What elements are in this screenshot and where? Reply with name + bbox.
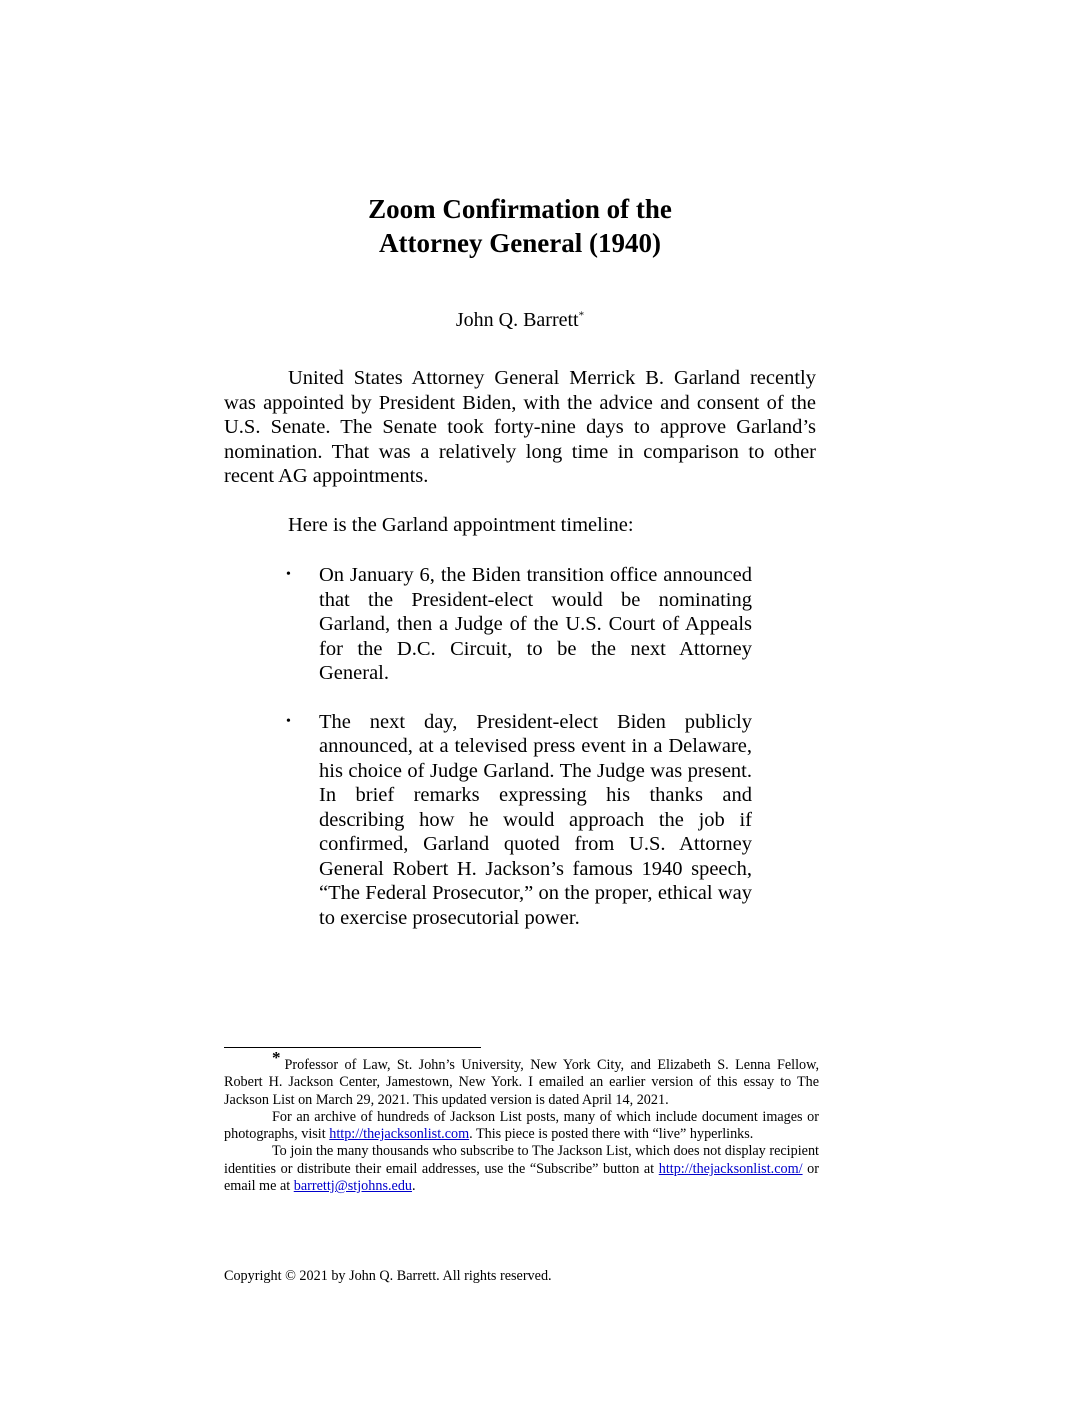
copyright-notice: Copyright © 2021 by John Q. Barrett. All rights reserved. — [224, 1268, 552, 1284]
title-line-1: Zoom Confirmation of the — [368, 194, 672, 224]
title-line-2: Attorney General (1940) — [379, 228, 661, 258]
list-item-text: The next day, President-elect Biden publicly announced, at a televised press event in a Delaware, his choice of Judge Garland. The Judge was present. In brief remarks expressing his thanks and describing how he would approach the job if confirmed, Garland quoted from U.S. Attorney General Robert H. Jackson’s famous 1940 speech, “The Federal Prosecutor,” on the proper, ethical way to exercise prosecutorial power. — [319, 710, 752, 929]
footnote-2-text-before: For an archive of hundreds of Jackson List posts, many of which include document images or photographs, visit — [224, 1108, 819, 1143]
document-title — [0, 192, 1040, 260]
footnote-3-text-before: To join the many thousands who subscribe to The Jackson List, which does not display recipient identities or distribute their email addresses, use the “Subscribe” button at — [224, 1143, 819, 1177]
timeline-list — [282, 563, 752, 954]
footnote-3-text-after: . — [412, 1178, 416, 1195]
author-line — [0, 308, 1040, 332]
author-email-link[interactable]: barrettj@stjohns.edu — [293, 1178, 413, 1195]
footnote-mark: * — [272, 1048, 281, 1068]
jackson-list-link[interactable]: http://thejacksonlist.com — [329, 1126, 470, 1143]
list-item-text: On January 6, the Biden transition office announced that the President-elect would be nominating Garland, then a Judge of the U.S. Court of Appeals for the D.C. Circuit, to be the next Attorney General. — [319, 564, 752, 684]
author-footnote-mark[interactable]: * — [578, 309, 585, 322]
footnote-divider — [224, 1047, 481, 1048]
footnote-2-text-after: . This piece is posted there with “live” hyperlinks. — [469, 1126, 754, 1143]
footnote-1-text: Professor of Law, St. John’s University, New York City, and Elizabeth S. Lenna Fellow, Robert H. Jackson Center, Jamestown, New York. I emailed an earlier version of this essay to The Jackson List on March 29, 2021. This updated version is dated April 14, 2021. — [224, 1057, 819, 1108]
footnote-2 — [224, 1109, 819, 1144]
jackson-list-subscribe-link[interactable]: http://thejacksonlist.com/ — [658, 1160, 803, 1177]
list-item — [282, 710, 752, 931]
bullet-icon: • — [286, 713, 291, 729]
bullet-icon: • — [286, 567, 291, 582]
footnote-1 — [224, 1048, 819, 1109]
footnote-3 — [224, 1143, 819, 1195]
list-item — [282, 563, 752, 686]
footnote-3-text-middle: or email me at — [224, 1160, 819, 1195]
footnotes-section — [224, 1048, 819, 1195]
paragraph-timeline-lead: Here is the Garland appointment timeline: — [288, 514, 634, 536]
paragraph-intro: United States Attorney General Merrick B. Garland recently was appointed by President Biden, with the advice and consent of the U.S. Senate. The Senate took forty-nine days to approve Garland’s nomination. That was a relatively long time in comparison to other recent AG appointments. — [224, 367, 816, 487]
author-name: John Q. Barrett — [455, 309, 579, 331]
